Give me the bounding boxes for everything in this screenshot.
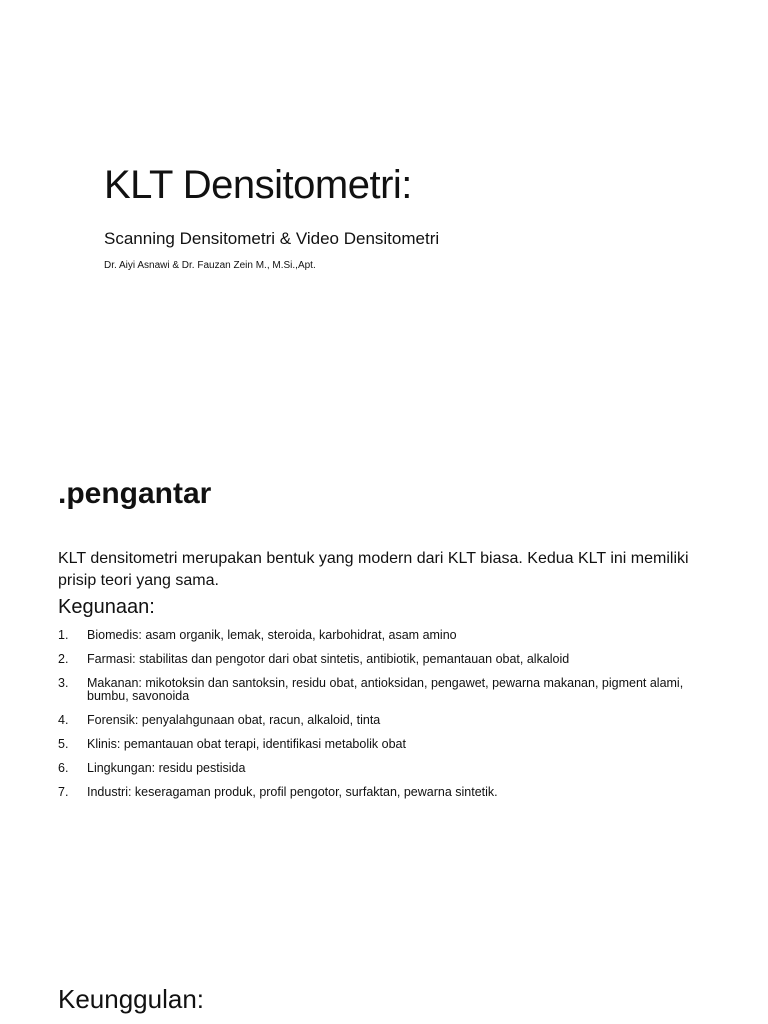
list-text: Lingkungan: residu pestisida: [87, 761, 246, 775]
list-item: [58, 653, 718, 666]
list-number: 6.: [58, 761, 69, 775]
intro-paragraph: KLT densitometri merupakan bentuk yang modern dari KLT biasa. Kedua KLT ini memiliki prisip teori yang sama.: [58, 550, 689, 589]
list-text: Farmasi: stabilitas dan pengotor dari obat sintetis, antibiotik, pemantauan obat, alkaloid: [87, 652, 570, 666]
advantages-heading: Keunggulan:: [58, 984, 205, 1014]
list-number: 1.: [58, 628, 69, 642]
presentation-title: KLT Densitometri:: [104, 163, 412, 207]
presentation-authors: Dr. Aiyi Asnawi & Dr. Fauzan Zein M., M.Si.,Apt.: [104, 260, 316, 271]
list-text: Makanan: mikotoksin dan santoksin, residu obat, antioksidan, pengawet, pewarna makanan, pigment alami, bumbu, savonoida: [87, 676, 684, 703]
uses-list: [58, 629, 718, 810]
list-number: 3.: [58, 676, 69, 690]
list-item: [58, 762, 718, 775]
list-item: [58, 738, 718, 751]
list-item: [58, 629, 718, 642]
list-number: 2.: [58, 652, 69, 666]
title-slide: [0, 0, 768, 430]
list-item: [58, 714, 718, 727]
advantages-slide: [0, 970, 768, 1024]
list-text: Klinis: pemantauan obat terapi, identifikasi metabolik obat: [87, 737, 406, 751]
list-text: Industri: keseragaman produk, profil pengotor, surfaktan, pewarna sintetik.: [87, 785, 498, 799]
section-heading: .pengantar: [58, 477, 212, 510]
introduction-slide: [0, 430, 768, 970]
list-text: Biomedis: asam organik, lemak, steroida, karbohidrat, asam amino: [87, 628, 457, 642]
list-number: 4.: [58, 713, 69, 727]
list-number: 5.: [58, 737, 69, 751]
list-item: [58, 677, 718, 703]
presentation-subtitle: Scanning Densitometri & Video Densitometri: [104, 229, 440, 248]
list-text: Forensik: penyalahgunaan obat, racun, alkaloid, tinta: [87, 713, 381, 727]
list-item: [58, 786, 718, 799]
list-number: 7.: [58, 785, 69, 799]
uses-heading: Kegunaan:: [58, 596, 155, 618]
